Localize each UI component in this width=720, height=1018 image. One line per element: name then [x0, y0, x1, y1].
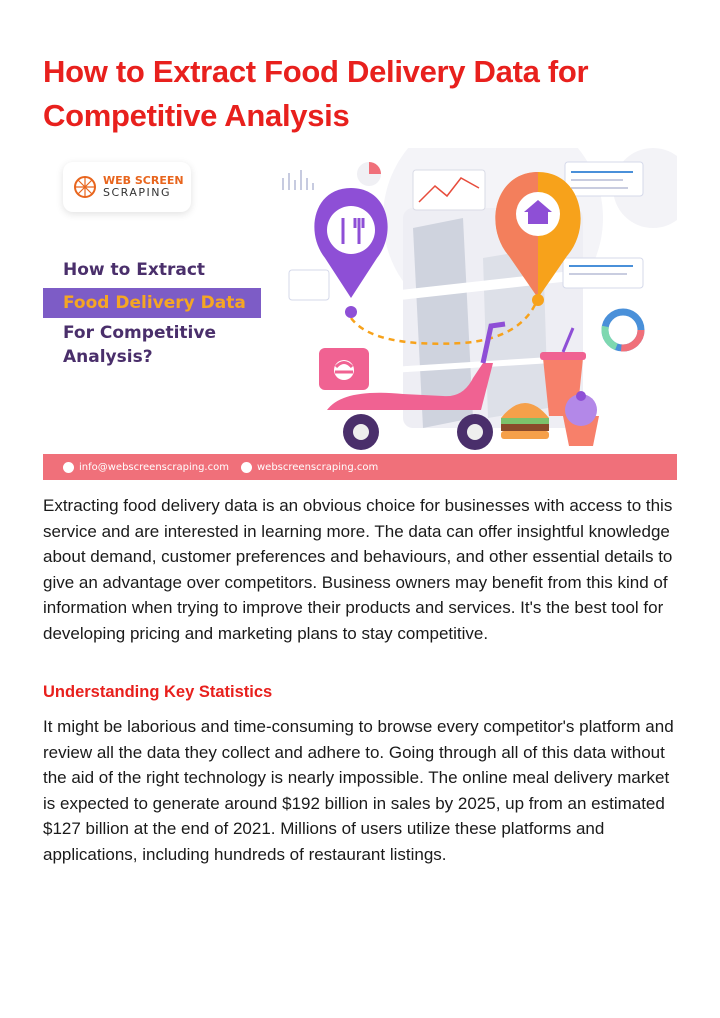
company-logo — [63, 162, 191, 212]
page-title: How to Extract Food Delivery Data for Competitive Analysis — [43, 54, 589, 133]
contact-website — [241, 462, 378, 473]
intro-paragraph: Extracting food delivery data is an obvious choice for businesses with access to this service and are interested in learning more. The data can offer insightful knowledge about demand, customer preferences and behaviours, and other essential details to give an advantage over competitors. Business owners may benefit from this kind of information when trying to improve their products and services. It's the best tool for developing pricing and marketing plans to stay competitive. — [43, 496, 673, 643]
banner-heading-line-4: Analysis? — [63, 347, 153, 367]
contact-email — [63, 462, 229, 473]
globe-icon — [241, 462, 252, 473]
banner-contact-bar — [43, 454, 677, 480]
email-icon — [63, 462, 74, 473]
banner-heading-highlight: Food Delivery Data — [43, 288, 261, 318]
section-heading: Understanding Key Statistics — [43, 683, 273, 701]
contact-email-text: info@webscreenscraping.com — [79, 461, 229, 473]
banner-heading-line-1: How to Extract — [63, 260, 206, 280]
logo-line-1: WEB SCREEN — [103, 174, 184, 187]
hero-banner-image — [43, 148, 677, 480]
logo-line-2: SCRAPING — [103, 186, 172, 199]
banner-heading-line-3: For Competitive — [63, 323, 216, 343]
section-paragraph: It might be laborious and time-consuming to browse every competitor's platform and review all the data they collect and adhere to. Going through all of this data without the aid of the right technology is nearly impossible. The online meal delivery market is expected to generate around $192 billion in sales by 2025, up from an estimated $127 billion at the end of 2021. Millions of users utilize these platforms and applications, including hundreds of restaurant listings. — [43, 717, 674, 864]
contact-website-text: webscreenscraping.com — [256, 461, 379, 473]
web-logo-icon — [73, 175, 97, 199]
